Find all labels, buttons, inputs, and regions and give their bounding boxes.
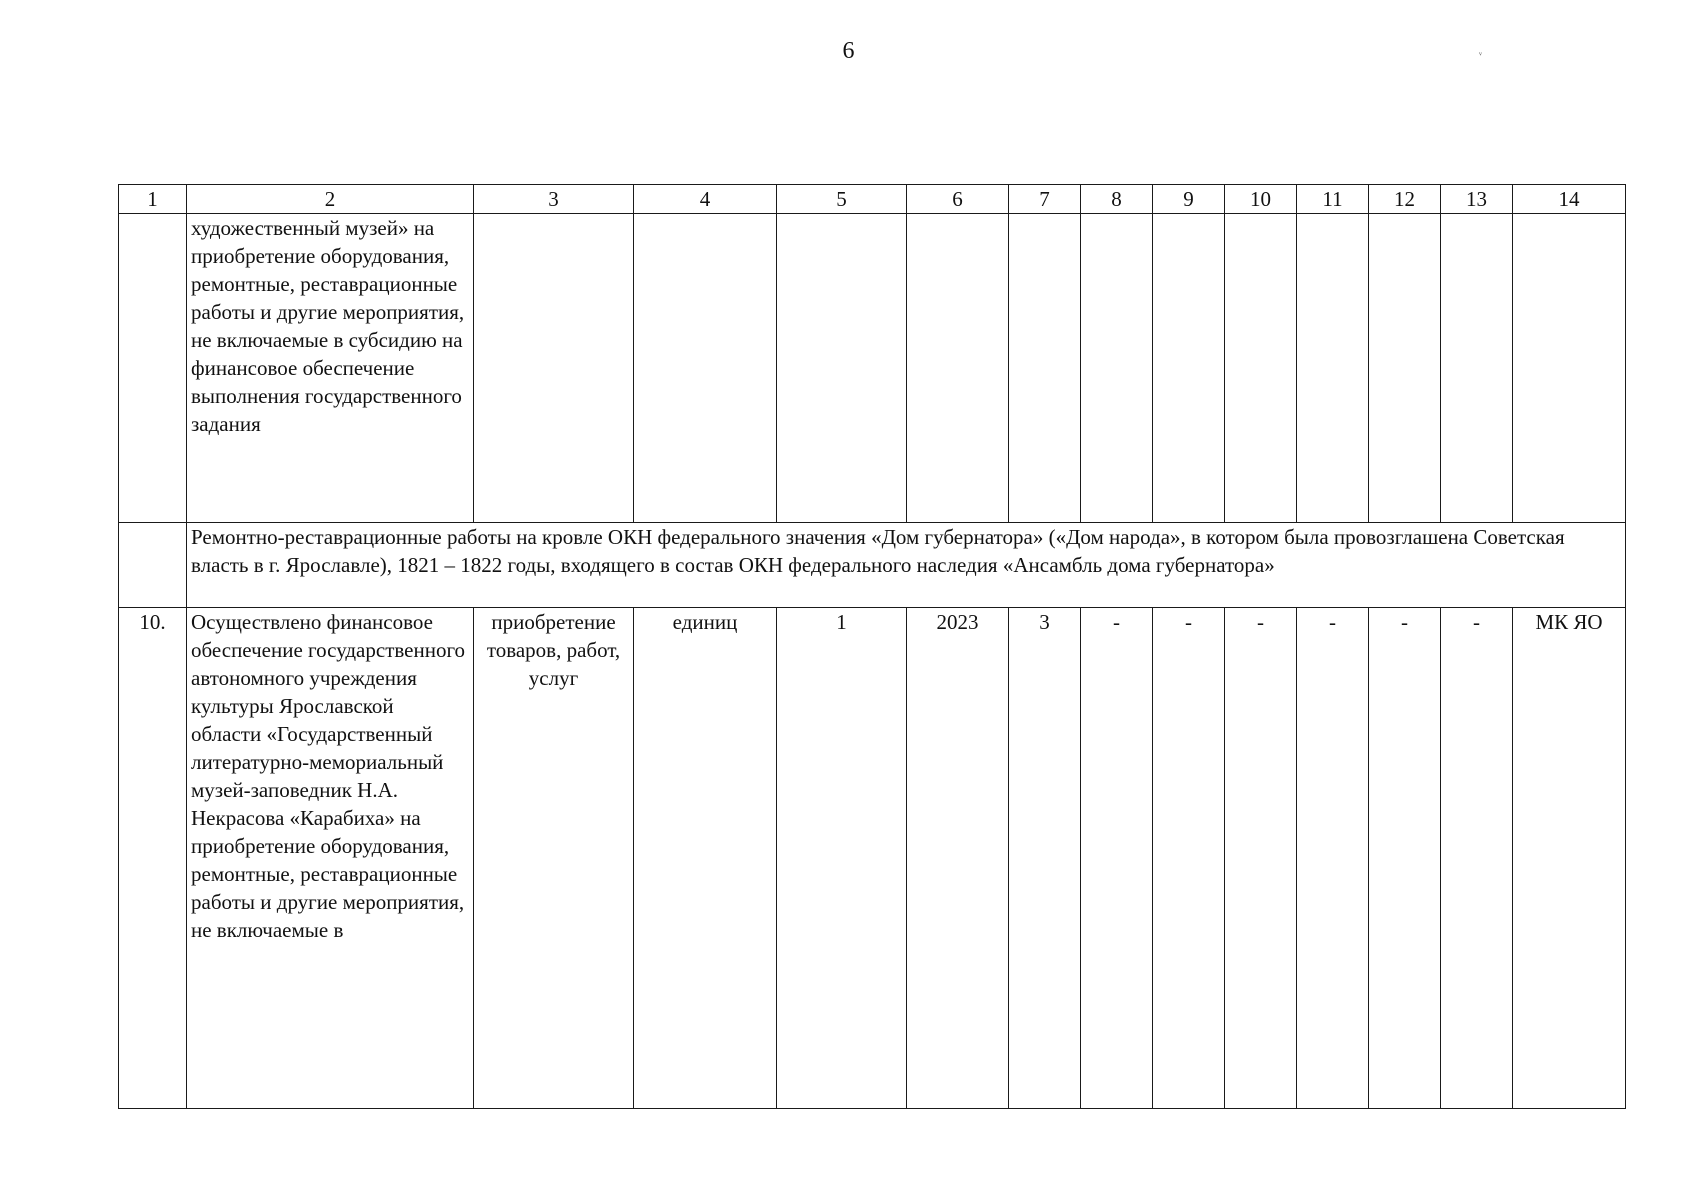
empty-cell (777, 214, 907, 523)
description-cell: художественный музей» на приобретение оборудования, ремонтные, реставрационные работы и другие мероприятия, не включаемые в субсидию на финансовое обеспечение выполнения государственного задания (187, 214, 474, 523)
table-row-item-10 (119, 608, 1626, 1109)
empty-cell (1441, 214, 1513, 523)
type-cell: приобретение товаров, работ, услуг (474, 608, 634, 1109)
col11-cell: - (1297, 608, 1369, 1109)
header-cell: 1 (119, 185, 187, 214)
empty-cell (1513, 214, 1626, 523)
col12-cell: - (1369, 608, 1441, 1109)
header-cell: 3 (474, 185, 634, 214)
header-cell: 11 (1297, 185, 1369, 214)
header-cell: 9 (1153, 185, 1225, 214)
col13-cell: - (1441, 608, 1513, 1109)
empty-cell (119, 523, 187, 608)
empty-cell (634, 214, 777, 523)
empty-cell (1225, 214, 1297, 523)
description-cell: Осуществлено финансовое обеспечение государственного автономного учреждения культуры Ярославской области «Государственный литературно-мемориальный музей-заповедник Н.А. Некрасова «Карабиха» на приобретение оборудования, ремонтные, реставрационные работы и другие мероприятия, не включаемые в (187, 608, 474, 1109)
empty-cell (1153, 214, 1225, 523)
empty-cell (1369, 214, 1441, 523)
section-title-cell: Ремонтно-реставрационные работы на кровле ОКН федерального значения «Дом губернатора» («Дом народа», в котором была провозглашена Советская власть в г. Ярославле), 1821 – 1822 годы, входящего в состав ОКН федерального наследия «Ансамбль дома губернатора» (187, 523, 1626, 608)
row-number-cell: 10. (119, 608, 187, 1109)
empty-cell (474, 214, 634, 523)
page-number: 6 (842, 38, 855, 64)
col9-cell: - (1153, 608, 1225, 1109)
header-cell: 8 (1081, 185, 1153, 214)
table-row-section-title (119, 523, 1626, 608)
header-cell: 10 (1225, 185, 1297, 214)
scan-mark-icon: ᵛ (1479, 50, 1482, 61)
unit-cell: единиц (634, 608, 777, 1109)
col7-cell: 3 (1009, 608, 1081, 1109)
empty-cell (1081, 214, 1153, 523)
header-cell: 2 (187, 185, 474, 214)
empty-cell (907, 214, 1009, 523)
responsible-cell: МК ЯО (1513, 608, 1626, 1109)
header-cell: 6 (907, 185, 1009, 214)
header-cell: 13 (1441, 185, 1513, 214)
empty-cell (1297, 214, 1369, 523)
header-cell: 5 (777, 185, 907, 214)
table-row-continuation (119, 214, 1626, 523)
empty-cell (119, 214, 187, 523)
header-cell: 12 (1369, 185, 1441, 214)
col8-cell: - (1081, 608, 1153, 1109)
header-cell: 7 (1009, 185, 1081, 214)
header-cell: 4 (634, 185, 777, 214)
value-cell: 1 (777, 608, 907, 1109)
header-cell: 14 (1513, 185, 1626, 214)
year-cell: 2023 (907, 608, 1009, 1109)
table-header-row (119, 185, 1626, 214)
col10-cell: - (1225, 608, 1297, 1109)
activity-table (118, 184, 1626, 1109)
empty-cell (1009, 214, 1081, 523)
